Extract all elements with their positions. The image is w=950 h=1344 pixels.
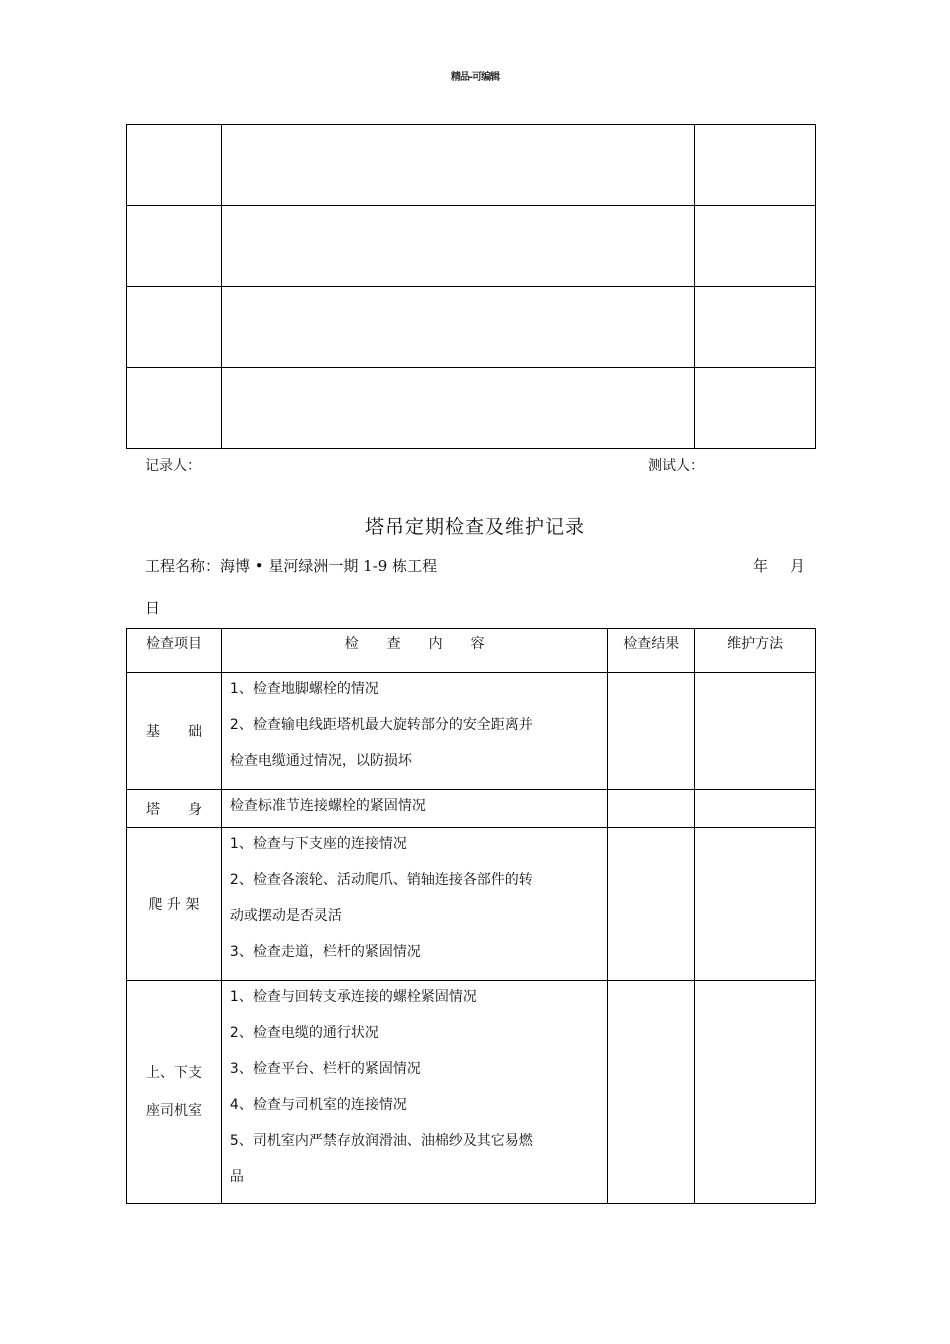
content-line: 1、检查地脚螺栓的情况 (229, 681, 379, 697)
content-line: 3、检查走道，栏杆的紧固情况 (229, 944, 421, 960)
table-cell[interactable] (127, 287, 222, 368)
table-row (127, 673, 816, 790)
item-support-cabin (127, 981, 222, 1204)
table-header-row (127, 629, 816, 673)
result-cell[interactable] (608, 828, 695, 981)
item-climbing-frame: 爬 升 架 (127, 828, 222, 981)
item-line: 上、下支 (145, 1065, 202, 1081)
date-day-label: 日 (145, 599, 161, 617)
recorder-label: 记录人： (145, 458, 201, 474)
table-cell[interactable] (127, 125, 222, 206)
date-month-label: 月 (790, 557, 806, 575)
content-line: 2、检查电缆的通行状况 (229, 1025, 379, 1041)
table-cell[interactable] (221, 206, 694, 287)
content-line: 检查标准节连接螺栓的紧固情况 (229, 798, 426, 814)
content-cell (221, 673, 607, 790)
content-line: 2、检查各滚轮、活动爬爪、销轴连接各部件的转 (229, 872, 533, 888)
table-cell[interactable] (127, 206, 222, 287)
table-cell[interactable] (695, 125, 816, 206)
content-line: 3、检查平台、栏杆的紧固情况 (229, 1061, 421, 1077)
method-cell[interactable] (695, 828, 816, 981)
table-row (127, 790, 816, 828)
method-cell[interactable] (695, 981, 816, 1204)
result-cell[interactable] (608, 673, 695, 790)
table-row (127, 125, 816, 206)
content-line: 4、检查与司机室的连接情况 (229, 1097, 407, 1113)
project-name: 工程名称：海博 • 星河绿洲一期 1-9 栋工程 (145, 557, 438, 575)
item-tower-body: 塔 身 (127, 790, 222, 828)
item-line: 座司机室 (145, 1103, 202, 1119)
result-cell[interactable] (608, 790, 695, 828)
content-line: 品 (229, 1169, 244, 1185)
table-row (127, 287, 816, 368)
table-row (127, 368, 816, 449)
header-item: 检查项目 (127, 629, 222, 673)
content-line: 1、检查与回转支承连接的螺栓紧固情况 (229, 989, 477, 1005)
content-line: 1、检查与下支座的连接情况 (229, 836, 407, 852)
table-row (127, 206, 816, 287)
header-watermark: 精品-可编辑 (450, 72, 500, 83)
item-foundation: 基 础 (127, 673, 222, 790)
header-result: 检查结果 (608, 629, 695, 673)
table-cell[interactable] (695, 206, 816, 287)
table-cell[interactable] (221, 287, 694, 368)
table-cell[interactable] (221, 125, 694, 206)
inspection-table (126, 628, 816, 1204)
content-line: 5、司机室内严禁存放润滑油、油棉纱及其它易燃 (229, 1133, 533, 1149)
content-cell (221, 790, 607, 828)
method-cell[interactable] (695, 790, 816, 828)
content-line: 2、检查输电线距塔机最大旋转部分的安全距离并 (229, 717, 533, 733)
header-content: 检 查 内 容 (221, 629, 607, 673)
content-line: 检查电缆通过情况，以防损坏 (229, 753, 412, 769)
table-cell[interactable] (695, 368, 816, 449)
content-cell (221, 828, 607, 981)
content-line: 动或摆动是否灵活 (229, 908, 342, 924)
table-cell[interactable] (127, 368, 222, 449)
date-year-label: 年 (753, 557, 769, 575)
table-row (127, 828, 816, 981)
table-cell[interactable] (695, 287, 816, 368)
content-cell (221, 981, 607, 1204)
blank-record-table (126, 124, 816, 449)
page-title: 塔吊定期检查及维护记录 (364, 516, 585, 538)
tester-label: 测试人： (648, 458, 704, 474)
table-row (127, 981, 816, 1204)
result-cell[interactable] (608, 981, 695, 1204)
table-cell[interactable] (221, 368, 694, 449)
method-cell[interactable] (695, 673, 816, 790)
header-method: 维护方法 (695, 629, 816, 673)
